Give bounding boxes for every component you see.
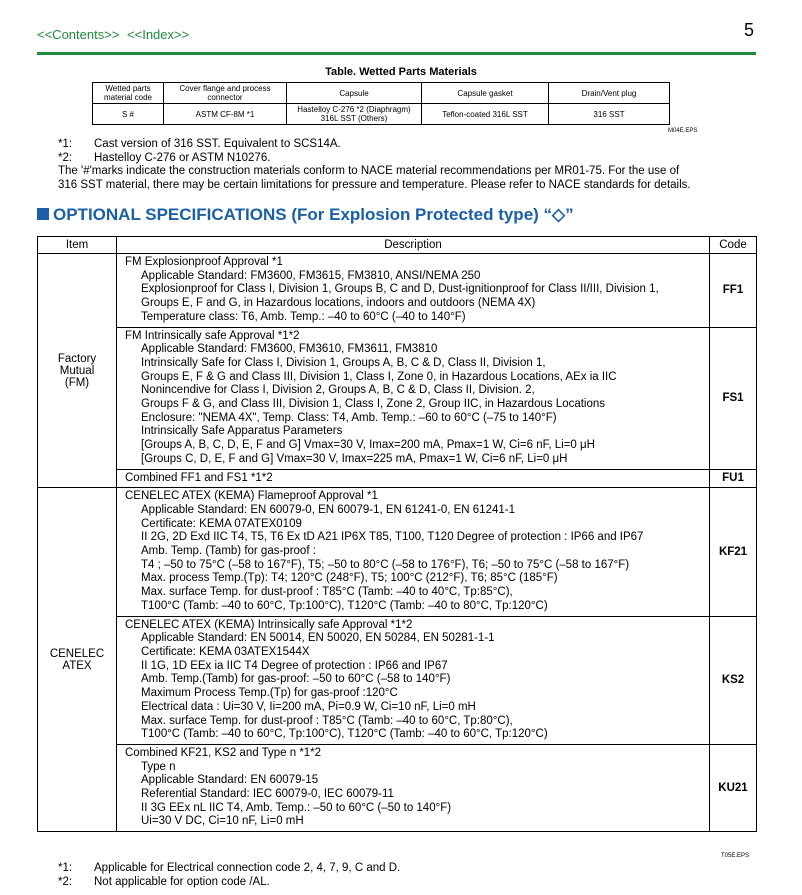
spec-line: Applicable Standard: EN 60079-0, EN 60079-1, EN 61241-0, EN 61241-1 [141,503,515,516]
spec-table-code: T05E.EPS [721,853,750,859]
spec-line: T100°C (Tamb: –40 to 60°C, Tp:100°C), T120°C (Tamb: –40 to 60°C, Tp:120°C) [141,728,548,741]
description-cell [117,616,710,744]
note-text: Not applicable for option code /AL. [94,875,270,888]
spec-row [38,488,757,616]
optional-specs-body [38,254,757,832]
option-code: KF21 [710,488,757,616]
spec-line: [Groups A, B, C, D, E, F and G] Vmax=30 V, Imax=200 mA, Pmax=1 W, Ci=6 nF, Li=0 μH [141,439,595,452]
description-cell [117,327,710,469]
spec-line: Groups E, F & G and Class III, Division 1, Class I, Zone 0, in Hazardous Locations, AEx ia IIC [141,370,617,383]
page-number: 5 [743,20,754,40]
nav-links [37,27,193,42]
spec-line: Max. surface Temp. for dust-proof : T85°C (Tamb: –40 to 40°C, Tp:85°C), [141,586,513,599]
spec-line: Max. surface Temp. for dust-proof : T85°C (Tamb: –40 to 60°C, Tp:80°C), [141,714,513,727]
spec-line: Certificate: KEMA 03ATEX1544X [141,645,310,658]
note-key: *2: [58,875,73,888]
contents-link[interactable]: <<Contents>> [37,27,120,42]
wet-header-gasket: Capsule gasket [422,83,549,104]
option-notes [58,862,400,889]
wet-header-capsule: Capsule [287,83,422,104]
spec-line: Enclosure: "NEMA 4X", Temp. Class: T4, Amb. Temp.: –60 to 60°C (–75 to 140°F) [141,411,557,424]
spec-row [38,254,757,328]
hash-note-line: The '#'marks indicate the construction materials conform to NACE material recommendations per MR01-75. For the use of [58,165,680,178]
spec-line: T100°C (Tamb: –40 to 60°C, Tp:100°C), T120°C (Tamb: –40 to 80°C, Tp:120°C) [141,599,548,612]
option-code: KU21 [710,744,757,831]
approval-title: Combined KF21, KS2 and Type n *1*2 [125,746,322,759]
note-key: *2: [58,151,73,164]
item-label-line: (FM) [64,376,90,389]
spec-line: Applicable Standard: EN 50014, EN 50020, EN 50284, EN 50281-1-1 [141,632,495,645]
spec-line: Electrical data : Ui=30 V, Ii=200 mA, Pi=0.9 W, Ci=10 nF, Li=0 mH [141,700,476,713]
description-cell [117,488,710,616]
wet-cell-code: S # [93,104,164,125]
note-row [58,876,400,890]
wet-cell-capsule [287,104,422,125]
option-code: FS1 [710,327,757,469]
spec-line: Applicable Standard: FM3600, FM3610, FM3611, FM3810 [141,343,438,356]
spec-row [38,327,757,469]
description-cell [117,744,710,831]
spec-line: Certificate: KEMA 07ATEX0109 [141,517,302,530]
approval-title: FM Intrinsically safe Approval *1*2 [125,329,300,342]
note-row [58,152,691,166]
wetted-table-code: M04E.EPS [668,128,698,134]
section-title-text: OPTIONAL SPECIFICATIONS (For Explosion Protected type) “◇” [53,205,574,224]
item-label-line: Factory [57,352,97,365]
wet-cell-gasket: Teflon-coated 316L SST [422,104,549,125]
header-code: Code [710,237,757,254]
spec-line: Intrinsically Safe Apparatus Parameters [141,425,343,438]
spec-line: Nonincendive for Class I, Division 2, Groups A, B, C & D, Class II, Division. 2, [141,384,535,397]
spec-line: II 3G EEx nL IIC T4, Amb. Temp.: –50 to 60°C (–50 to 140°F) [141,801,452,814]
item-label-line: CENELEC [49,647,105,660]
option-code: KS2 [710,616,757,744]
note-text: Hastelloy C-276 or ASTM N10276. [94,151,271,164]
note-text: Cast version of 316 SST. Equivalent to SCS14A. [94,138,341,150]
approval-title: Combined FF1 and FS1 *1*2 [125,471,273,484]
description-cell [117,469,710,488]
option-code: FU1 [710,469,757,488]
hash-note-line: 316 SST material, there may be certain limitations for pressure and temperature. Please refer to NACE standards for details. [58,179,691,192]
spec-row [38,469,757,488]
spec-line: Amb. Temp. (Tamb) for gas-proof : [141,545,316,558]
wet-cell-cover: ASTM CF-8M *1 [164,104,287,125]
wet-header-plug: Drain/Vent plug [549,83,670,104]
spec-line: II 1G, 1D EEx ia IIC T4 Degree of protection : IP66 and IP67 [141,659,448,672]
wet-header-code: Wetted parts material code [93,83,164,104]
note-key: *1: [58,862,73,874]
wet-capsule-line1: Hastelloy C-276 *2 (Diaphragm) [297,105,411,114]
spec-line: Referential Standard: IEC 60079-0, IEC 60079-11 [141,788,394,801]
approval-title: CENELEC ATEX (KEMA) Intrinsically safe Approval *1*2 [125,618,413,631]
spec-line: Maximum Process Temp.(Tp) for gas-proof :120°C [141,687,398,700]
wetted-table-title: Table. Wetted Parts Materials [325,66,477,78]
spec-line: II 2G, 2D Exd IIC T4, T5, T6 Ex tD A21 IP6X T85, T100, T120 Degree of protection : IP66 and IP67 [141,531,644,544]
spec-row [38,616,757,744]
item-cell [38,254,117,488]
page-header [37,18,756,55]
spec-line: Applicable Standard: EN 60079-15 [141,774,319,787]
square-bullet-icon [37,208,49,220]
spec-line: Ui=30 V DC, Ci=10 nF, Li=0 mH [141,815,304,828]
index-link[interactable]: <<Index>> [127,27,190,42]
optional-specs-table [37,236,757,832]
note-row [58,862,400,876]
header-description: Description [117,237,710,254]
wet-capsule-line2: 316L SST (Others) [320,114,388,123]
spec-line: Applicable Standard: FM3600, FM3615, FM3810, ANSI/NEMA 250 [141,269,481,282]
item-label-line: Mutual [59,364,95,377]
spec-row [38,744,757,831]
material-notes [58,138,691,193]
item-cell [38,488,117,832]
note-row [58,138,691,152]
note-text: Applicable for Electrical connection code 2, 4, 7, 9, C and D. [94,862,401,874]
spec-line: Intrinsically Safe for Class I, Division 1, Groups A, B, C & D, Class II, Division 1, [141,356,546,369]
option-code: FF1 [710,254,757,328]
spec-line: Type n [141,760,176,773]
spec-line: Max. process Temp.(Tp): T4; 120°C (248°F), T5; 100°C (212°F), T6; 85°C (185°F) [141,572,558,585]
section-title [37,205,574,225]
spec-line: T4 ; –50 to 75°C (–58 to 167°F), T5; –50 to 80°C (–58 to 176°F), T6; –50 to 75°C (–58 to 167°F) [141,558,630,571]
spec-line: Amb. Temp.(Tamb) for gas-proof: –50 to 60°C (–58 to 140°F) [141,673,451,686]
spec-line: [Groups C, D, E, F and G] Vmax=30 V, Imax=225 mA, Pmax=1 W, Ci=6 nF, Li=0 μH [141,452,568,465]
wet-cell-plug: 316 SST [549,104,670,125]
spec-line: Groups E, F and G, in Hazardous locations, indoors and outdoors (NEMA 4X) [141,297,536,310]
item-label-line: ATEX [62,659,92,672]
wet-header-cover: Cover flange and process connector [164,83,287,104]
header-item: Item [38,237,117,254]
approval-title: CENELEC ATEX (KEMA) Flameproof Approval *1 [125,490,378,503]
approval-title: FM Explosionproof Approval *1 [125,256,283,268]
spec-line: Temperature class: T6, Amb. Temp.: –40 to 60°C (–40 to 140°F) [141,310,466,323]
note-key: *1: [58,138,73,150]
description-cell [117,254,710,328]
spec-line: Groups F & G, and Class III, Division 1, Class I, Zone 2, Group IIC, in Hazardous Locations [141,398,606,411]
wetted-parts-table [92,82,670,125]
spec-line: Explosionproof for Class I, Division 1, Groups B, C and D, Dust-ignitionproof for Class II/III, Division 1, [141,283,659,296]
